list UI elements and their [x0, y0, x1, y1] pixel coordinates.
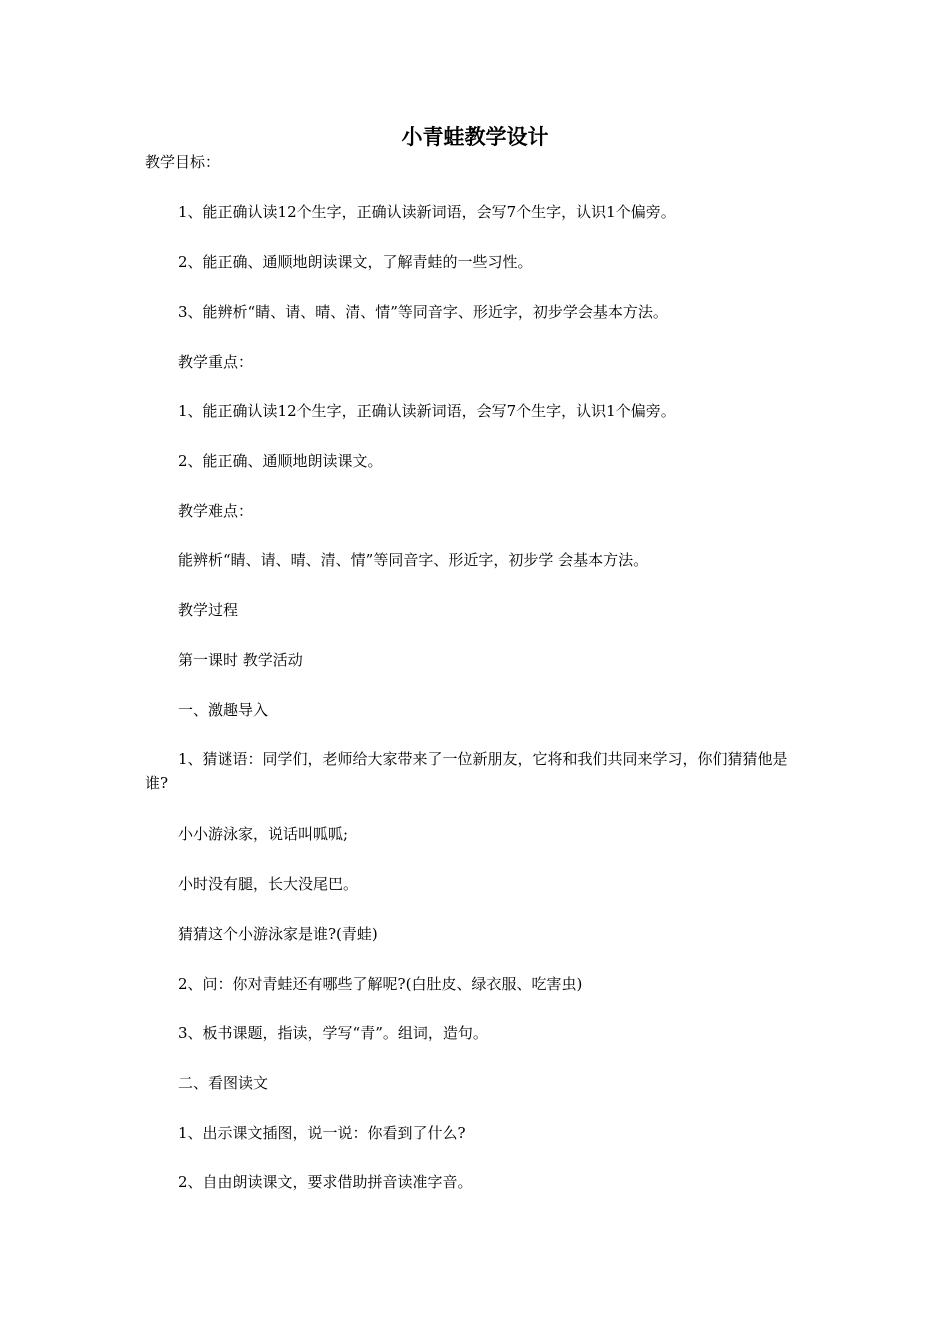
objective-item-1: 1、能正确认读12个生字，正确认读新词语，会写7个生字，认识1个偏旁。 [178, 203, 676, 221]
read-item-2: 2、自由朗读课文，要求借助拼音读准字音。 [178, 1173, 473, 1191]
section-heading-process: 教学过程 [178, 601, 239, 619]
intro-item-3: 3、板书课题，指读，学写“青”。组词，造句。 [178, 1024, 488, 1042]
key-point-item-1: 1、能正确认读12个生字，正确认读新词语，会写7个生字，认识1个偏旁。 [178, 402, 676, 420]
riddle-line-2: 小时没有腿，长大没尾巴。 [178, 875, 359, 893]
read-item-1: 1、出示课文插图，说一说：你看到了什么? [178, 1124, 466, 1142]
step-heading-read: 二、看图读文 [178, 1074, 269, 1092]
riddle-answer: 猜猜这个小游泳家是谁?(青蛙) [178, 925, 378, 943]
section-heading-difficulties: 教学难点： [178, 502, 254, 520]
key-point-item-2: 2、能正确、通顺地朗读课文。 [178, 452, 383, 470]
section-heading-key-points: 教学重点： [178, 353, 254, 371]
difficulty-item: 能辨析“睛、请、晴、清、情”等同音字、形近字，初步学 会基本方法。 [178, 551, 649, 569]
intro-item-2: 2、问：你对青蛙还有哪些了解呢?(白肚皮、绿衣服、吃害虫) [178, 975, 583, 993]
document-title: 小青蛙教学设计 [401, 124, 549, 149]
objective-item-3: 3、能辨析“睛、请、晴、清、情”等同音字、形近字，初步学会基本方法。 [178, 303, 668, 321]
step-heading-intro: 一、激趣导入 [178, 701, 269, 719]
objective-item-2: 2、能正确、通顺地朗读课文，了解青蛙的一些习性。 [178, 253, 533, 271]
riddle-paragraph: 1、猜谜语：同学们，老师给大家带来了一位新朋友，它将和我们共同来学习，你们猜猜他是谁? [145, 750, 788, 792]
riddle-line-1: 小小游泳家，说话叫呱呱; [178, 825, 349, 843]
lesson-heading-first: 第一课时 教学活动 [178, 651, 303, 669]
section-heading-objectives: 教学目标： [145, 153, 221, 171]
